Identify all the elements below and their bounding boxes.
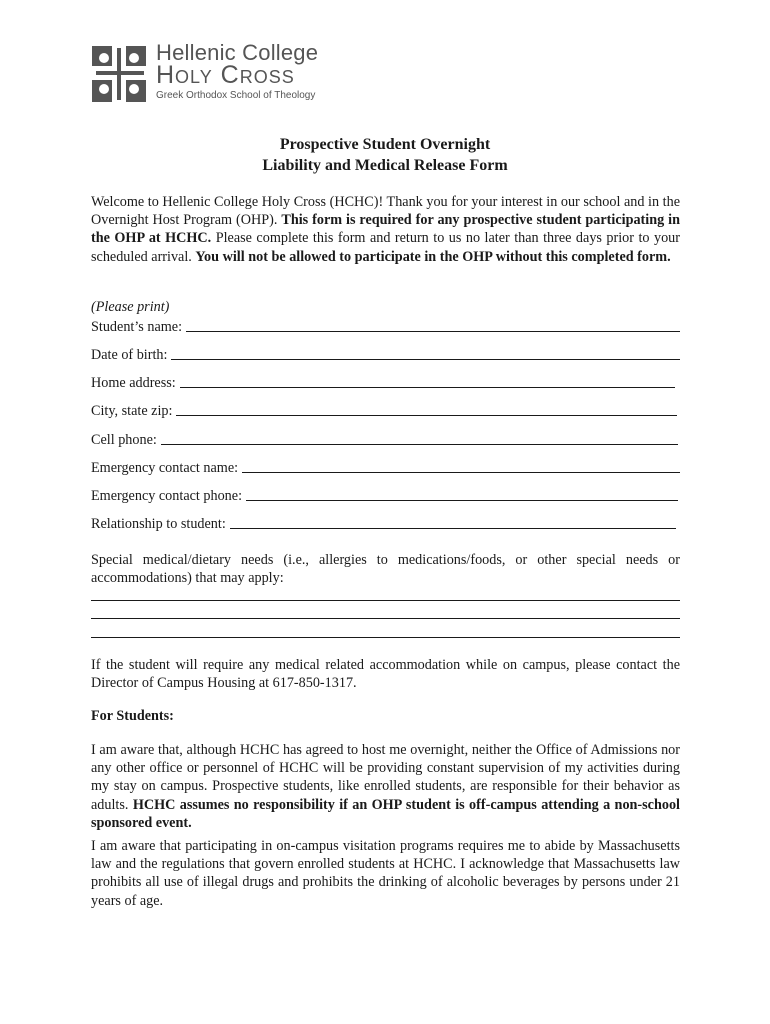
- accommodation-contact-paragraph: If the student will require any medical related accommodation while on campus, please contact the Director of Campus Housing at 617-850-1317.: [91, 657, 680, 692]
- awareness-paragraph-1: [91, 741, 680, 832]
- cell-phone-label: Cell phone:: [91, 432, 157, 448]
- form-title-line-2: Liability and Medical Release Form: [262, 157, 508, 174]
- special-needs-line-3[interactable]: [91, 637, 680, 638]
- cross-logo-icon: [92, 44, 148, 104]
- date-of-birth-label: Date of birth:: [91, 347, 168, 363]
- city-state-zip-label: City, state zip:: [91, 403, 173, 419]
- for-students-heading: For Students:: [91, 708, 174, 724]
- city-state-zip-field[interactable]: [91, 400, 677, 420]
- city-state-zip-line[interactable]: [176, 415, 677, 416]
- logo-line-3: Greek Orthodox School of Theology: [156, 90, 316, 101]
- relationship-field[interactable]: [91, 513, 676, 533]
- student-name-label: Student’s name:: [91, 319, 183, 335]
- special-needs-line-1[interactable]: [91, 600, 680, 601]
- student-name-line[interactable]: [186, 331, 680, 332]
- intro-text-1: Welcome to Hellenic College Holy Cross (HCHC)! Thank you for your interest in our school and in the Overnight Host Program (OHP).: [91, 194, 680, 229]
- please-print-note: (Please print): [91, 299, 170, 315]
- logo-line-2: Holy Cross: [156, 61, 295, 89]
- emergency-contact-phone-field[interactable]: [91, 485, 678, 505]
- logo-line-1: Hellenic College: [156, 40, 319, 65]
- cell-phone-field[interactable]: [91, 429, 678, 449]
- student-name-field[interactable]: [91, 316, 680, 336]
- date-of-birth-field[interactable]: [91, 344, 680, 364]
- logo: [92, 40, 322, 106]
- emergency-contact-phone-label: Emergency contact phone:: [91, 488, 243, 504]
- home-address-label: Home address:: [91, 375, 176, 391]
- intro-paragraph: [91, 193, 680, 266]
- relationship-line[interactable]: [230, 528, 676, 529]
- intro-bold-1: This form is required for any prospective student participating in the OHP at HCHC.: [91, 212, 680, 247]
- home-address-line[interactable]: [180, 387, 675, 388]
- emergency-contact-name-label: Emergency contact name:: [91, 460, 239, 476]
- home-address-field[interactable]: [91, 372, 675, 392]
- special-needs-prompt: Special medical/dietary needs (i.e., allergies to medications/foods, or other special needs or accommodations) that may apply:: [91, 552, 680, 587]
- relationship-label: Relationship to student:: [91, 516, 226, 532]
- emergency-contact-phone-line[interactable]: [246, 500, 678, 501]
- date-of-birth-line[interactable]: [171, 359, 680, 360]
- cell-phone-line[interactable]: [161, 444, 678, 445]
- special-needs-line-2[interactable]: [91, 618, 680, 619]
- emergency-contact-name-line[interactable]: [242, 472, 680, 473]
- awareness-text-1: I am aware that, although HCHC has agreed to host me overnight, neither the Office of Admissions nor any other office or personnel of HCHC will be providing constant supervision of my activities during my stay on campus. Prospective students, like enrolled students, are responsible for their behavior as adults.: [91, 742, 680, 813]
- awareness-paragraph-2: I am aware that participating in on-campus visitation programs requires me to abide by Massachusetts law and the regulations that govern enrolled students at HCHC. I acknowledge that Massachusetts law prohibits all use of illegal drugs and prohibits the drinking of alcoholic beverages by persons under 21 years of age.: [91, 838, 680, 909]
- emergency-contact-name-field[interactable]: [91, 457, 680, 477]
- intro-bold-2: You will not be allowed to participate in the OHP without this completed form.: [195, 248, 671, 265]
- form-title-line-1: Prospective Student Overnight: [279, 136, 491, 153]
- awareness-bold-1: HCHC assumes no responsibility if an OHP student is off-campus attending a non-school sponsored event.: [91, 796, 680, 831]
- intro-text-2: Please complete this form and return to us no later than three days prior to your scheduled arrival.: [91, 230, 680, 265]
